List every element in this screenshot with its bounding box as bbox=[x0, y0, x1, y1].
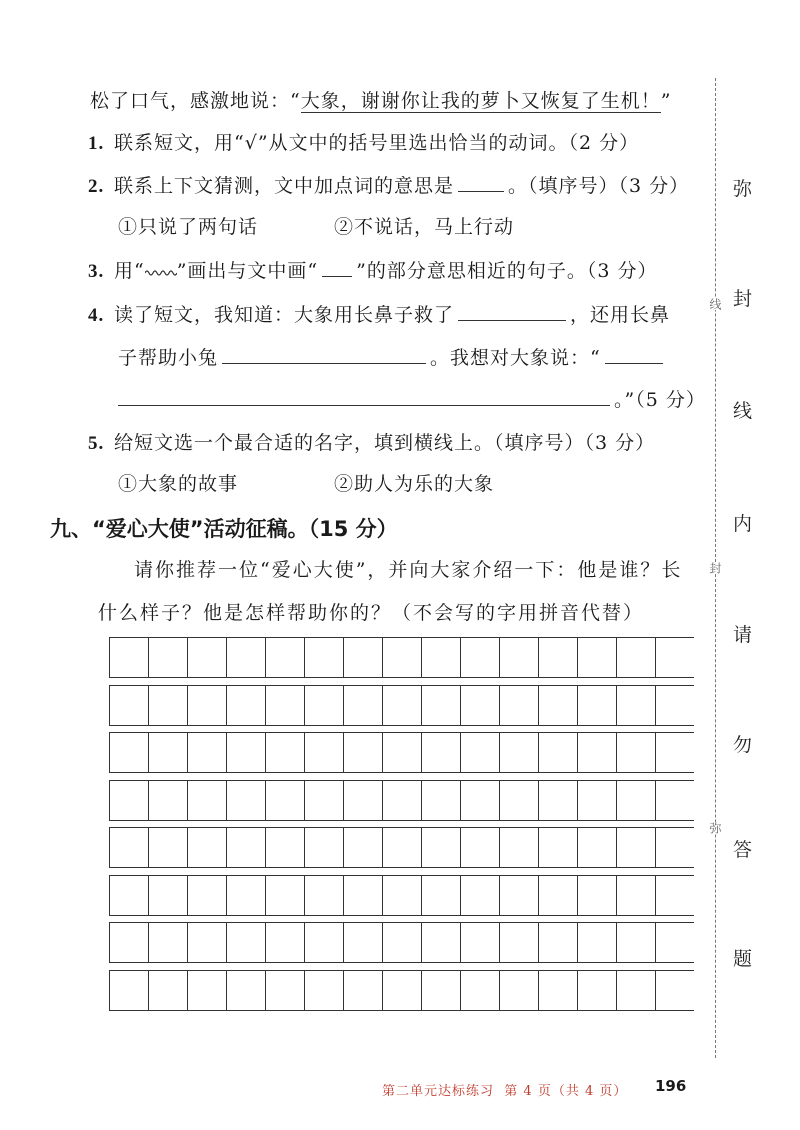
grid-cell[interactable] bbox=[422, 686, 461, 725]
grid-cell[interactable] bbox=[149, 876, 188, 915]
grid-cell[interactable] bbox=[305, 733, 344, 772]
grid-cell[interactable] bbox=[461, 876, 500, 915]
grid-cell[interactable] bbox=[656, 638, 694, 677]
grid-cell[interactable] bbox=[305, 781, 344, 820]
grid-cell[interactable] bbox=[383, 781, 422, 820]
question-1 bbox=[88, 128, 639, 155]
grid-cell[interactable] bbox=[500, 638, 539, 677]
grid-cell[interactable] bbox=[305, 971, 344, 1010]
grid-cell[interactable] bbox=[149, 733, 188, 772]
grid-cell[interactable] bbox=[266, 686, 305, 725]
grid-cell[interactable] bbox=[578, 733, 617, 772]
sealing-mark: 线 bbox=[708, 298, 722, 310]
intro-underlined-sentence: 大象，谢谢你让我的萝卜又恢复了生机！ bbox=[300, 90, 661, 112]
grid-cell[interactable] bbox=[227, 781, 266, 820]
grid-cell[interactable] bbox=[266, 876, 305, 915]
grid-cell[interactable] bbox=[109, 828, 149, 867]
grid-cell[interactable] bbox=[149, 828, 188, 867]
grid-cell[interactable] bbox=[109, 876, 149, 915]
question-text-cont: 。我想对大象说：“ bbox=[430, 347, 601, 369]
question-text: 子帮助小兔 bbox=[118, 347, 219, 369]
wavy-line-icon bbox=[145, 269, 177, 277]
intro-line bbox=[90, 86, 671, 113]
grid-cell[interactable] bbox=[422, 828, 461, 867]
grid-cell[interactable] bbox=[109, 923, 149, 962]
grid-cell[interactable] bbox=[344, 923, 383, 962]
grid-cell[interactable] bbox=[461, 781, 500, 820]
grid-cell[interactable] bbox=[344, 828, 383, 867]
grid-cell[interactable] bbox=[539, 733, 578, 772]
grid-cell[interactable] bbox=[539, 686, 578, 725]
grid-cell[interactable] bbox=[305, 923, 344, 962]
grid-cell[interactable] bbox=[305, 876, 344, 915]
grid-cell[interactable] bbox=[383, 638, 422, 677]
grid-cell[interactable] bbox=[344, 781, 383, 820]
grid-cell[interactable] bbox=[383, 733, 422, 772]
grid-cell[interactable] bbox=[617, 828, 656, 867]
question-2-options bbox=[118, 212, 514, 239]
grid-cell[interactable] bbox=[227, 923, 266, 962]
grid-cell[interactable] bbox=[539, 923, 578, 962]
sealing-char: 答 bbox=[733, 839, 753, 861]
grid-cell[interactable] bbox=[227, 876, 266, 915]
grid-cell[interactable] bbox=[383, 828, 422, 867]
sealing-char: 请 bbox=[733, 624, 753, 646]
question-text-cont: ，还用长鼻 bbox=[570, 304, 671, 326]
grid-cell[interactable] bbox=[227, 828, 266, 867]
sealing-mark: 封 bbox=[708, 562, 722, 574]
grid-cell[interactable] bbox=[461, 923, 500, 962]
grid-cell[interactable] bbox=[539, 828, 578, 867]
grid-cell[interactable] bbox=[617, 638, 656, 677]
question-number: 4. bbox=[88, 305, 105, 326]
grid-cell[interactable] bbox=[500, 733, 539, 772]
grid-cell[interactable] bbox=[344, 733, 383, 772]
grid-cell[interactable] bbox=[617, 923, 656, 962]
answer-blank[interactable] bbox=[605, 343, 663, 364]
grid-cell[interactable] bbox=[344, 876, 383, 915]
grid-cell[interactable] bbox=[305, 638, 344, 677]
grid-cell[interactable] bbox=[422, 781, 461, 820]
grid-cell[interactable] bbox=[422, 733, 461, 772]
question-4 bbox=[88, 300, 670, 327]
grid-cell[interactable] bbox=[188, 828, 227, 867]
answer-blank[interactable] bbox=[118, 385, 610, 406]
grid-cell[interactable] bbox=[617, 876, 656, 915]
grid-cell[interactable] bbox=[149, 781, 188, 820]
straight-line-mark bbox=[322, 256, 352, 277]
grid-row bbox=[109, 827, 694, 868]
grid-cell[interactable] bbox=[109, 971, 149, 1010]
grid-cell[interactable] bbox=[578, 923, 617, 962]
grid-cell[interactable] bbox=[656, 781, 694, 820]
sealing-char: 题 bbox=[733, 948, 753, 970]
footer-unit: 第二单元达标练习 bbox=[382, 1084, 495, 1099]
grid-cell[interactable] bbox=[188, 638, 227, 677]
grid-cell[interactable] bbox=[656, 876, 694, 915]
grid-cell[interactable] bbox=[539, 876, 578, 915]
question-3 bbox=[88, 256, 658, 283]
grid-cell[interactable] bbox=[539, 971, 578, 1010]
grid-cell[interactable] bbox=[266, 638, 305, 677]
sealing-char: 勿 bbox=[733, 734, 753, 756]
question-text-mid: ”画出与文中画“ bbox=[176, 260, 319, 282]
grid-cell[interactable] bbox=[266, 781, 305, 820]
grid-cell[interactable] bbox=[500, 923, 539, 962]
grid-cell[interactable] bbox=[109, 638, 149, 677]
grid-cell[interactable] bbox=[188, 781, 227, 820]
grid-cell[interactable] bbox=[500, 876, 539, 915]
grid-cell[interactable] bbox=[109, 781, 149, 820]
question-4-line-3 bbox=[118, 385, 706, 412]
grid-cell[interactable] bbox=[656, 923, 694, 962]
grid-cell[interactable] bbox=[266, 971, 305, 1010]
grid-cell[interactable] bbox=[461, 686, 500, 725]
grid-cell[interactable] bbox=[461, 638, 500, 677]
grid-cell[interactable] bbox=[188, 971, 227, 1010]
grid-cell[interactable] bbox=[578, 828, 617, 867]
option-2[interactable]: ②不说话，马上行动 bbox=[334, 216, 515, 238]
grid-row bbox=[109, 637, 694, 678]
sealing-mark: 弥 bbox=[708, 822, 722, 834]
grid-cell[interactable] bbox=[656, 828, 694, 867]
page-number: 196 bbox=[655, 1077, 687, 1095]
grid-cell[interactable] bbox=[227, 971, 266, 1010]
grid-cell[interactable] bbox=[656, 733, 694, 772]
grid-cell[interactable] bbox=[539, 638, 578, 677]
grid-cell[interactable] bbox=[109, 686, 149, 725]
intro-after: ” bbox=[660, 90, 672, 112]
question-text-end: 。”（5 分） bbox=[614, 389, 706, 411]
sealing-char: 弥 bbox=[733, 178, 753, 200]
grid-cell[interactable] bbox=[500, 686, 539, 725]
answer-blank[interactable] bbox=[222, 343, 426, 364]
answer-blank[interactable] bbox=[458, 171, 504, 192]
grid-cell[interactable] bbox=[227, 638, 266, 677]
grid-cell[interactable] bbox=[266, 733, 305, 772]
grid-row bbox=[109, 875, 694, 916]
grid-cell[interactable] bbox=[578, 876, 617, 915]
grid-cell[interactable] bbox=[266, 923, 305, 962]
question-text: 用“ bbox=[114, 260, 145, 282]
grid-cell[interactable] bbox=[578, 971, 617, 1010]
grid-cell[interactable] bbox=[188, 686, 227, 725]
question-number: 1. bbox=[88, 133, 105, 154]
grid-cell[interactable] bbox=[422, 638, 461, 677]
grid-cell[interactable] bbox=[188, 923, 227, 962]
question-number: 2. bbox=[88, 176, 105, 197]
grid-row bbox=[109, 780, 694, 821]
grid-cell[interactable] bbox=[188, 876, 227, 915]
grid-cell[interactable] bbox=[227, 686, 266, 725]
grid-cell[interactable] bbox=[461, 733, 500, 772]
sealing-char: 封 bbox=[733, 288, 753, 310]
grid-cell[interactable] bbox=[617, 781, 656, 820]
grid-cell[interactable] bbox=[344, 686, 383, 725]
grid-cell[interactable] bbox=[617, 971, 656, 1010]
grid-row bbox=[109, 922, 694, 963]
grid-cell[interactable] bbox=[149, 923, 188, 962]
option-1[interactable]: ①大象的故事 bbox=[118, 473, 239, 495]
footer-page-info: 第 4 页（共 4 页） bbox=[504, 1084, 628, 1099]
grid-cell[interactable] bbox=[383, 686, 422, 725]
grid-cell[interactable] bbox=[422, 971, 461, 1010]
grid-cell[interactable] bbox=[617, 733, 656, 772]
section-title: 九、“爱心大使”活动征稿。（15 分） bbox=[50, 517, 398, 541]
grid-cell[interactable] bbox=[188, 733, 227, 772]
question-number: 3. bbox=[88, 261, 105, 282]
grid-cell[interactable] bbox=[383, 876, 422, 915]
grid-cell[interactable] bbox=[500, 828, 539, 867]
grid-cell[interactable] bbox=[578, 781, 617, 820]
grid-cell[interactable] bbox=[149, 638, 188, 677]
question-text: 给短文选一个最合适的名字，填到横线上。（填序号）（3 分） bbox=[114, 432, 656, 454]
grid-cell[interactable] bbox=[617, 686, 656, 725]
grid-cell[interactable] bbox=[266, 828, 305, 867]
grid-row bbox=[109, 685, 694, 726]
grid-cell[interactable] bbox=[383, 923, 422, 962]
answer-blank[interactable] bbox=[458, 300, 566, 321]
option-2[interactable]: ②助人为乐的大象 bbox=[334, 473, 495, 495]
grid-cell[interactable] bbox=[656, 686, 694, 725]
grid-cell[interactable] bbox=[461, 828, 500, 867]
footer bbox=[382, 1080, 627, 1099]
question-text: 联系上下文猜测，文中加点词的意思是 bbox=[114, 175, 455, 197]
question-5-options bbox=[118, 469, 494, 496]
grid-cell[interactable] bbox=[539, 781, 578, 820]
sealing-char: 内 bbox=[733, 513, 753, 535]
grid-cell[interactable] bbox=[578, 686, 617, 725]
grid-cell[interactable] bbox=[305, 828, 344, 867]
grid-cell[interactable] bbox=[344, 638, 383, 677]
grid-cell[interactable] bbox=[149, 971, 188, 1010]
intro-before: 松了口气，感激地说：“ bbox=[90, 90, 301, 112]
grid-cell[interactable] bbox=[227, 733, 266, 772]
question-4-line-2 bbox=[118, 343, 667, 370]
grid-cell[interactable] bbox=[422, 876, 461, 915]
question-2 bbox=[88, 171, 689, 198]
question-5 bbox=[88, 428, 655, 455]
question-text-end: ”的部分意思相近的句子。（3 分） bbox=[356, 260, 658, 282]
question-text-end: 。（填序号）（3 分） bbox=[508, 175, 690, 197]
question-text: 读了短文，我知道：大象用长鼻子救了 bbox=[114, 304, 455, 326]
grid-cell[interactable] bbox=[149, 686, 188, 725]
grid-cell[interactable] bbox=[500, 781, 539, 820]
grid-cell[interactable] bbox=[461, 971, 500, 1010]
section-prompt-line-1: 请你推荐一位“爱心大使”，并向大家介绍一下：他是谁？长 bbox=[134, 559, 683, 581]
grid-cell[interactable] bbox=[656, 971, 694, 1010]
grid-cell[interactable] bbox=[500, 971, 539, 1010]
sealing-char: 线 bbox=[733, 400, 753, 422]
section-prompt-line-2: 什么样子？他是怎样帮助你的？（不会写的字用拼音代替） bbox=[98, 602, 645, 624]
question-text: 联系短文，用“√”从文中的括号里选出恰当的动词。（2 分） bbox=[114, 132, 640, 154]
grid-row bbox=[109, 970, 694, 1011]
grid-cell[interactable] bbox=[422, 923, 461, 962]
grid-cell[interactable] bbox=[383, 971, 422, 1010]
question-number: 5. bbox=[88, 433, 105, 454]
grid-cell[interactable] bbox=[109, 733, 149, 772]
option-1[interactable]: ①只说了两句话 bbox=[118, 216, 259, 238]
grid-cell[interactable] bbox=[578, 638, 617, 677]
grid-row bbox=[109, 732, 694, 773]
grid-cell[interactable] bbox=[344, 971, 383, 1010]
grid-cell[interactable] bbox=[305, 686, 344, 725]
